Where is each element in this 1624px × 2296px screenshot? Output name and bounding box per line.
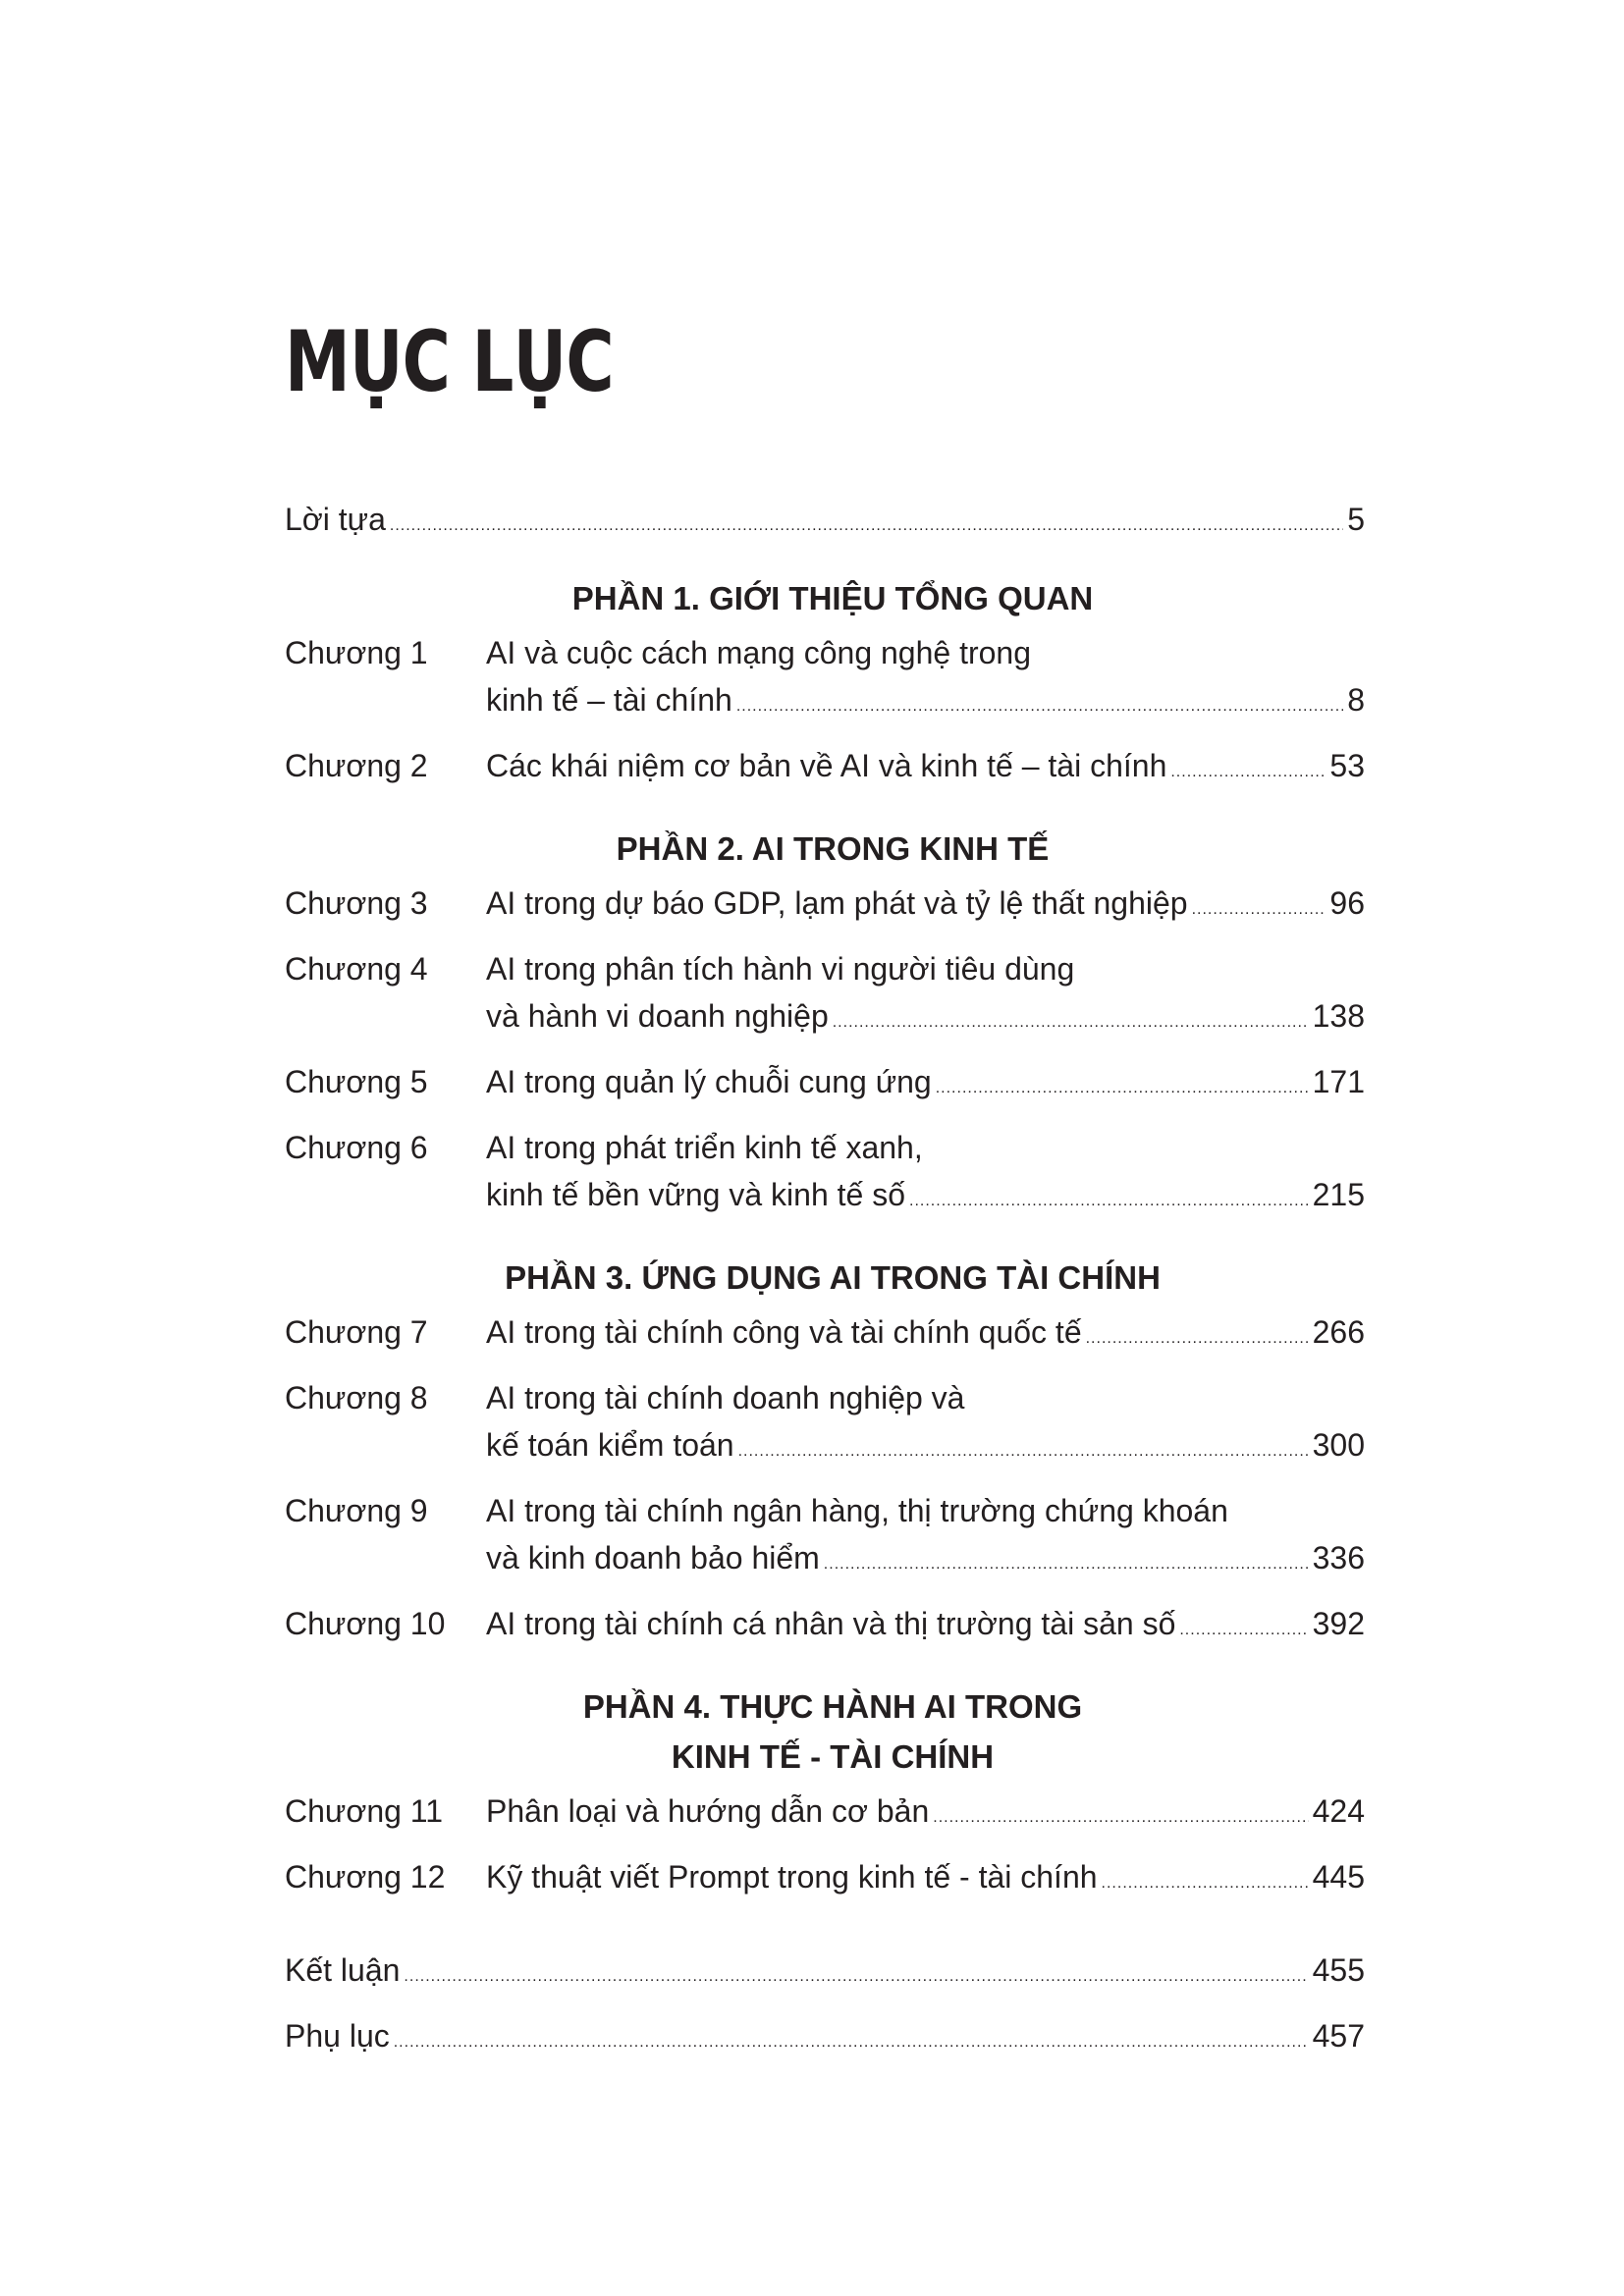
chapter-label: Chương 11 xyxy=(285,1793,444,1829)
dot-leader xyxy=(1192,886,1326,934)
chapter-title-line: AI trong phát triển kinh tế xanh, xyxy=(486,1130,923,1165)
dot-leader xyxy=(824,1541,1309,1588)
chapter-label: Chương 2 xyxy=(285,748,428,783)
toc-entry-label: Lời tựa xyxy=(285,502,386,537)
part-title-line: PHẦN 2. AI TRONG KINH TẾ xyxy=(616,830,1050,867)
dot-leader xyxy=(1179,1607,1308,1654)
table-of-contents xyxy=(285,496,1365,2066)
chapter-title-line: và kinh doanh bảo hiểm xyxy=(486,1540,820,1575)
toc-page-number: 96 xyxy=(1329,885,1365,921)
chapter-entry-1[interactable] xyxy=(285,629,1365,730)
chapter-entry-11[interactable] xyxy=(285,1788,1365,1842)
chapter-title-line: AI trong tài chính công và tài chính quốc tế xyxy=(486,1314,1082,1350)
dot-leader xyxy=(736,683,1343,730)
dot-leader xyxy=(404,1953,1308,2001)
chapter-label: Chương 7 xyxy=(285,1314,428,1350)
toc-entry-conclusion[interactable] xyxy=(285,1947,1365,2001)
dot-leader xyxy=(833,999,1309,1046)
chapter-entry-4[interactable] xyxy=(285,945,1365,1046)
chapter-title-line: Phân loại và hướng dẫn cơ bản xyxy=(486,1793,930,1829)
toc-page-number: 53 xyxy=(1329,748,1365,783)
part-heading-1 xyxy=(300,573,1365,623)
chapter-title-line: AI trong quản lý chuỗi cung ứng xyxy=(486,1064,932,1099)
chapter-entry-7[interactable] xyxy=(285,1308,1365,1362)
toc-page-number: 8 xyxy=(1347,682,1365,718)
part-title-line: PHẦN 1. GIỚI THIỆU TỔNG QUAN xyxy=(571,580,1094,616)
toc-page-number: 171 xyxy=(1312,1064,1365,1099)
chapter-entry-12[interactable] xyxy=(285,1853,1365,1907)
chapter-title-line: AI trong tài chính ngân hàng, thị trường chứng khoán xyxy=(486,1493,1228,1528)
dot-leader xyxy=(738,1428,1309,1475)
chapter-title-line: Kỹ thuật viết Prompt trong kinh tế - tài chính xyxy=(486,1859,1098,1895)
chapter-entry-6[interactable] xyxy=(285,1124,1365,1225)
chapter-label: Chương 10 xyxy=(285,1606,446,1641)
toc-page-number: 5 xyxy=(1347,502,1365,537)
chapter-title-line: AI trong tài chính cá nhân và thị trường tài sản số xyxy=(486,1606,1176,1641)
chapter-title-line: kinh tế bền vững và kinh tế số xyxy=(486,1177,906,1212)
part-heading-4 xyxy=(300,1682,1365,1782)
front-matter xyxy=(285,496,1365,550)
chapter-title-line: và hành vi doanh nghiệp xyxy=(486,998,829,1034)
dot-leader xyxy=(1086,1315,1309,1362)
part-heading-2 xyxy=(300,824,1365,874)
chapter-title-line: AI và cuộc cách mạng công nghệ trong xyxy=(486,635,1032,670)
dot-leader xyxy=(936,1065,1309,1112)
toc-page-number: 215 xyxy=(1312,1177,1365,1212)
dot-leader xyxy=(390,503,1343,550)
chapter-entry-5[interactable] xyxy=(285,1058,1365,1112)
chapter-label: Chương 4 xyxy=(285,951,428,987)
chapter-label: Chương 8 xyxy=(285,1380,428,1415)
toc-entry-preface[interactable] xyxy=(285,496,1365,550)
chapter-title-line: Các khái niệm cơ bản về AI và kinh tế – tài chính xyxy=(486,748,1167,783)
dot-leader xyxy=(1102,1860,1309,1907)
dot-leader xyxy=(394,2019,1309,2066)
dot-leader xyxy=(1170,749,1326,796)
chapter-entry-8[interactable] xyxy=(285,1374,1365,1475)
chapter-title-line: kinh tế – tài chính xyxy=(486,682,732,718)
toc-entry-label: Kết luận xyxy=(285,1952,401,1988)
chapter-title-line: AI trong tài chính doanh nghiệp và xyxy=(486,1380,965,1415)
dot-leader xyxy=(909,1178,1309,1225)
toc-page-number: 457 xyxy=(1312,2018,1365,2054)
toc-entry-appendix[interactable] xyxy=(285,2012,1365,2066)
chapter-entry-10[interactable] xyxy=(285,1600,1365,1654)
chapter-entry-3[interactable] xyxy=(285,880,1365,934)
part-heading-3 xyxy=(300,1253,1365,1303)
chapter-label: Chương 9 xyxy=(285,1493,428,1528)
toc-page-number: 392 xyxy=(1312,1606,1365,1641)
toc-page-number: 300 xyxy=(1312,1427,1365,1463)
dot-leader xyxy=(933,1794,1308,1842)
chapter-entry-2[interactable] xyxy=(285,742,1365,796)
page-title: MỤC LỤC xyxy=(285,312,614,411)
back-matter xyxy=(285,1947,1365,2066)
part-title-line: PHẦN 4. THỰC HÀNH AI TRONG xyxy=(582,1688,1083,1725)
chapter-label: Chương 3 xyxy=(285,885,428,921)
chapter-entry-9[interactable] xyxy=(285,1487,1365,1588)
chapter-label: Chương 1 xyxy=(285,635,428,670)
toc-page-number: 266 xyxy=(1312,1314,1365,1350)
toc-page-number: 455 xyxy=(1312,1952,1365,1988)
toc-entry-label: Phụ lục xyxy=(285,2018,390,2054)
toc-page-number: 445 xyxy=(1312,1859,1365,1895)
chapter-title-line: AI trong dự báo GDP, lạm phát và tỷ lệ thất nghiệp xyxy=(486,885,1188,921)
toc-page-number: 138 xyxy=(1312,998,1365,1034)
part-title-line: KINH TẾ - TÀI CHÍNH xyxy=(671,1738,995,1775)
chapter-label: Chương 5 xyxy=(285,1064,428,1099)
chapter-title-line: kế toán kiểm toán xyxy=(486,1427,734,1463)
toc-page-number: 336 xyxy=(1312,1540,1365,1575)
toc-page-number: 424 xyxy=(1312,1793,1365,1829)
part-title-line: PHẦN 3. ỨNG DỤNG AI TRONG TÀI CHÍNH xyxy=(505,1259,1161,1296)
chapter-label: Chương 12 xyxy=(285,1859,446,1895)
chapter-label: Chương 6 xyxy=(285,1130,428,1165)
chapter-title-line: AI trong phân tích hành vi người tiêu dùng xyxy=(486,951,1075,987)
